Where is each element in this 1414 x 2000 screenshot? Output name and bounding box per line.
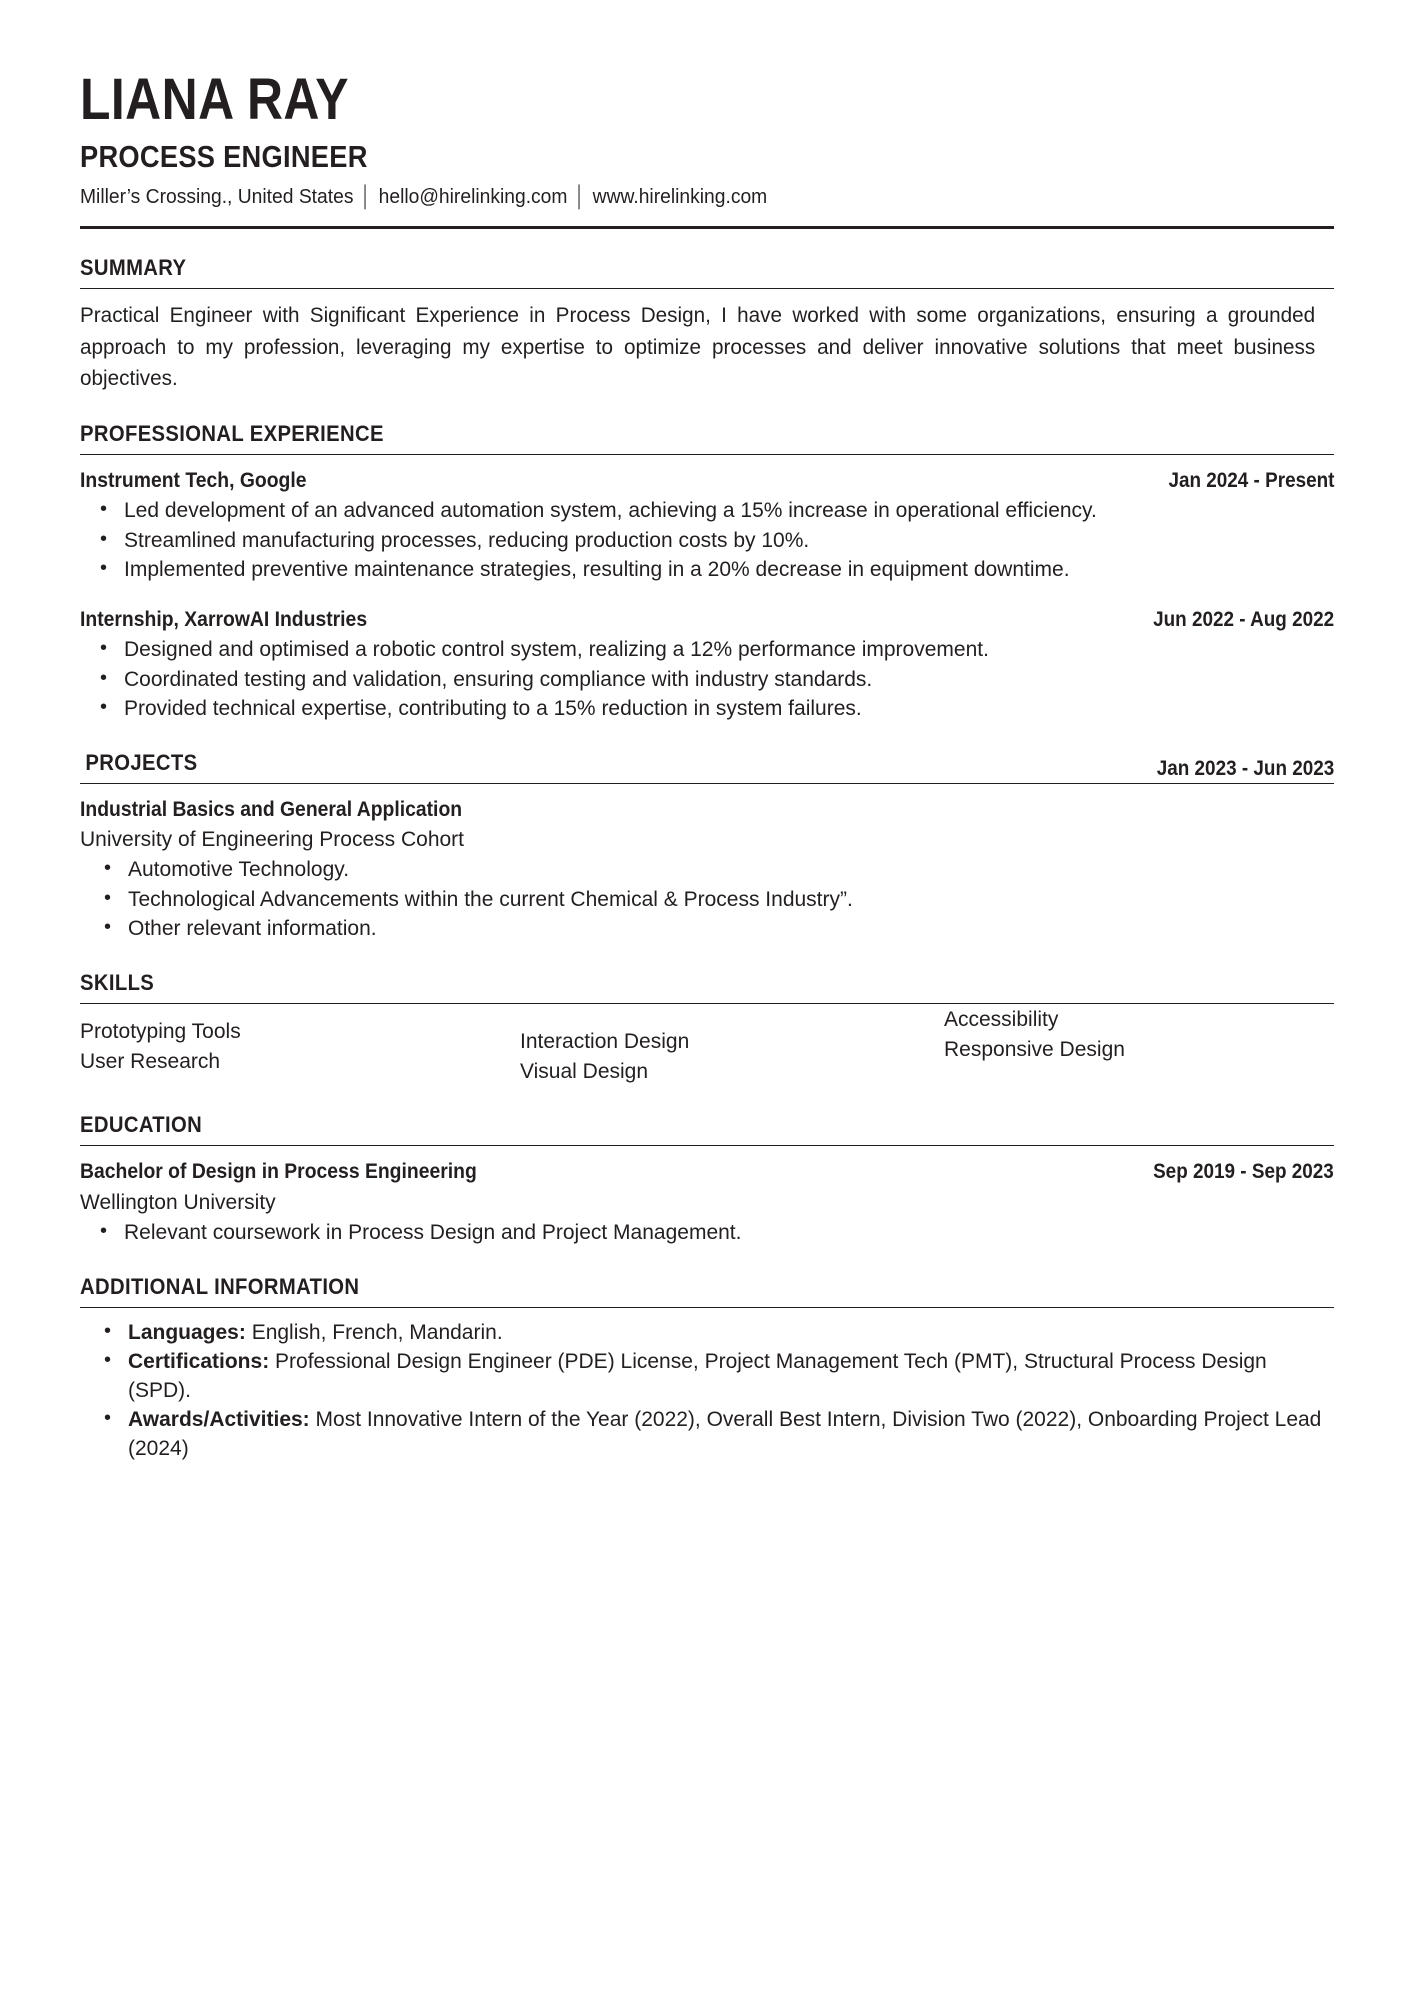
additional-value: Most Innovative Intern of the Year (2022), Overall Best Intern, Division Two (2022), Onboarding Project Lead (2024) xyxy=(128,1408,1322,1460)
skills-column-2 xyxy=(498,1015,916,1087)
section-experience xyxy=(80,421,1334,724)
list-item: • Streamlined manufacturing processes, reducing production costs by 10%. xyxy=(120,527,1334,556)
experience-bullet-list xyxy=(80,497,1334,585)
additional-value: Professional Design Engineer (PDE) License, Project Management Tech (PMT), Structural Process Design (SPD). xyxy=(128,1350,1267,1402)
additional-bullet-list xyxy=(80,1319,1334,1464)
section-additional-information xyxy=(80,1274,1334,1464)
list-item xyxy=(124,1406,1334,1463)
education-entry xyxy=(80,1157,1334,1247)
education-divider xyxy=(80,1145,1334,1146)
skills-column-1 xyxy=(80,1015,498,1087)
experience-entry-header xyxy=(80,466,1334,495)
experience-entry xyxy=(80,466,1334,585)
additional-label: Languages: xyxy=(128,1320,246,1344)
contact-location: Miller’s Crossing., United States xyxy=(80,184,354,208)
skills-column-3 xyxy=(916,1005,1334,1087)
summary-text: Practical Engineer with Significant Experience in Process Design, I have worked with some organizations, ensuring a grounded approach to my profession, leveraging my expertise to optimize processes and deliver innovative solutions that meet business objectives. xyxy=(80,304,1316,391)
skill-item: Visual Design xyxy=(520,1059,649,1083)
experience-entry-header xyxy=(80,605,1334,634)
skill-item: Accessibility xyxy=(944,1007,1059,1031)
project-title: Industrial Basics and General Application xyxy=(80,796,463,821)
experience-entry xyxy=(80,605,1334,724)
summary-divider xyxy=(80,288,1334,289)
education-degree: Bachelor of Design in Process Engineering xyxy=(80,1159,477,1184)
skill-item: Prototyping Tools xyxy=(80,1019,241,1043)
experience-bullet-list xyxy=(80,636,1334,724)
skills-heading: SKILLS xyxy=(80,969,155,995)
education-bullet-list xyxy=(80,1219,1334,1248)
section-skills xyxy=(80,970,1334,1087)
education-heading: EDUCATION xyxy=(80,1112,203,1138)
education-entry-header xyxy=(80,1157,1334,1186)
list-item: • Designed and optimised a robotic control system, realizing a 12% performance improvement. xyxy=(120,636,1334,665)
education-school: Wellington University xyxy=(80,1190,276,1214)
list-item: • Other relevant information. xyxy=(124,915,1334,944)
additional-divider xyxy=(80,1307,1334,1308)
summary-heading: SUMMARY xyxy=(80,255,187,281)
list-item xyxy=(124,1319,1334,1348)
project-entry xyxy=(80,795,1334,944)
projects-heading-row xyxy=(80,750,1334,783)
list-item: • Technological Advancements within the current Chemical & Process Industry”. xyxy=(124,886,1334,915)
experience-heading: PROFESSIONAL EXPERIENCE xyxy=(80,420,384,446)
list-item xyxy=(124,1348,1334,1405)
section-education xyxy=(80,1112,1334,1247)
resume-header xyxy=(80,67,1334,229)
list-item: • Relevant coursework in Process Design and Project Management. xyxy=(120,1219,1334,1248)
contact-separator-2: │ xyxy=(574,184,587,208)
project-subtitle: University of Engineering Process Cohort xyxy=(80,827,465,851)
experience-job-date: Jun 2022 - Aug 2022 xyxy=(1152,607,1334,631)
contact-website[interactable]: www.hirelinking.com xyxy=(592,184,768,208)
projects-date: Jan 2023 - Jun 2023 xyxy=(1156,756,1334,780)
list-item: • Provided technical expertise, contributing to a 15% reduction in system failures. xyxy=(120,695,1334,724)
section-summary xyxy=(80,255,1334,395)
header-divider xyxy=(80,226,1334,229)
list-item: • Coordinated testing and validation, ensuring compliance with industry standards. xyxy=(120,666,1334,695)
skills-grid xyxy=(80,1007,1334,1087)
project-bullet-list xyxy=(80,856,1334,944)
additional-label: Awards/Activities: xyxy=(128,1408,310,1432)
additional-heading: ADDITIONAL INFORMATION xyxy=(80,1273,360,1299)
skill-item: Interaction Design xyxy=(520,1029,690,1053)
skill-item: Responsive Design xyxy=(944,1037,1125,1061)
list-item: • Implemented preventive maintenance strategies, resulting in a 20% decrease in equipment downtime. xyxy=(120,556,1334,585)
contact-email[interactable]: hello@hirelinking.com xyxy=(378,184,568,208)
projects-divider xyxy=(80,783,1334,784)
list-item: • Led development of an advanced automation system, achieving a 15% increase in operational efficiency. xyxy=(120,497,1334,526)
contact-separator-1: │ xyxy=(360,184,373,208)
candidate-job-title: PROCESS ENGINEER xyxy=(80,139,368,175)
contact-line xyxy=(80,184,1259,211)
experience-divider xyxy=(80,454,1334,455)
experience-job-title: Internship, XarrowAI Industries xyxy=(80,606,368,631)
experience-job-date: Jan 2024 - Present xyxy=(1168,468,1334,492)
experience-job-title: Instrument Tech, Google xyxy=(80,467,307,492)
skills-divider xyxy=(80,1003,1334,1004)
skill-item: User Research xyxy=(80,1049,221,1073)
additional-label: Certifications: xyxy=(128,1350,270,1374)
list-item: • Automotive Technology. xyxy=(124,856,1334,885)
additional-value: English, French, Mandarin. xyxy=(245,1320,503,1344)
section-projects xyxy=(80,750,1334,944)
education-date: Sep 2019 - Sep 2023 xyxy=(1153,1160,1334,1184)
candidate-name: LIANA RAY xyxy=(80,67,350,132)
projects-heading: PROJECTS xyxy=(85,749,198,775)
